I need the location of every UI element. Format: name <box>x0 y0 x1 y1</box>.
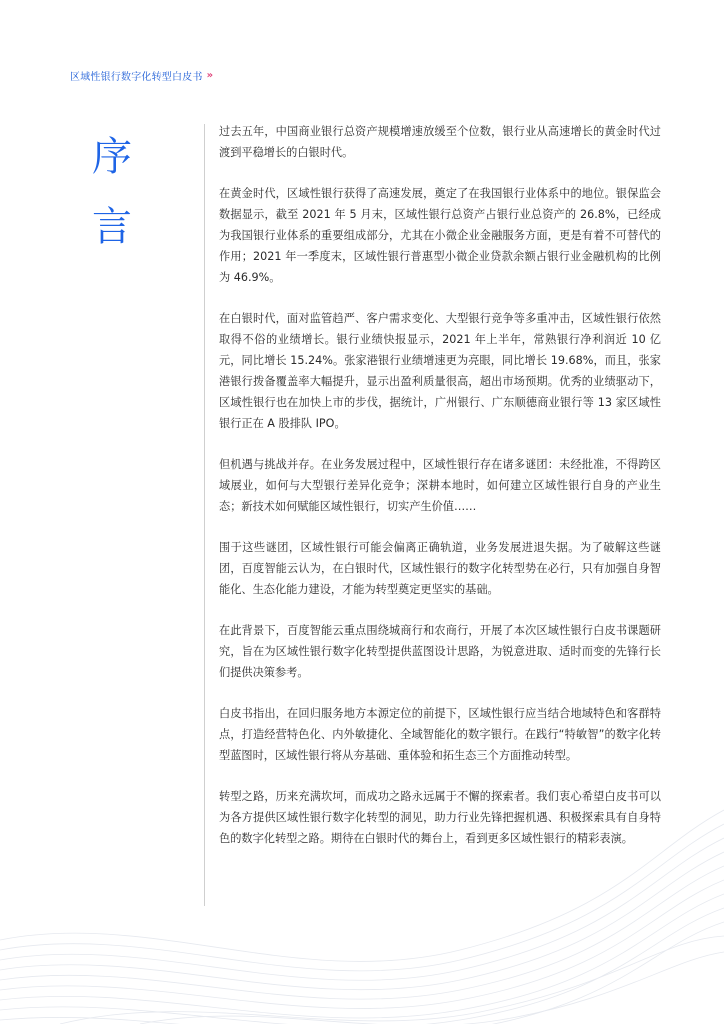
preface-body <box>219 121 661 869</box>
paragraph: 在黄金时代，区域性银行获得了高速发展，奠定了在我国银行业体系中的地位。银保监会数据显示，截至 2021 年 5 月末，区域性银行总资产占银行业总资产的 26.8%，已经成为我国银行业体系的重要组成部分，尤其在小微企业金融服务方面，更是有着不可替代的作用；2021 年一季度末，区域性银行普惠型小微企业贷款余额占银行业金融机构的比例为 46.9%。 <box>219 187 661 284</box>
decorative-wave-lines <box>0 790 724 1024</box>
section-title <box>92 122 136 262</box>
paragraph: 在此背景下，百度智能云重点围绕城商行和农商行，开展了本次区域性银行白皮书课题研究，旨在为区域性银行数字化转型提供蓝图设计思路，为锐意进取、适时而变的先锋行长们提供决策参考。 <box>219 624 661 679</box>
paragraph: 转型之路，历来充满坎坷，而成功之路永远属于不懈的探索者。我们衷心希望白皮书可以为各方提供区域性银行数字化转型的洞见，助力行业先锋把握机遇、积极探索具有自身特色的数字化转型之路。期待在白银时代的舞台上，看到更多区域性银行的精彩表演。 <box>219 790 661 845</box>
breadcrumb-title: 区域性银行数字化转型白皮书 <box>70 72 203 83</box>
title-char-1: 序 <box>92 134 132 180</box>
paragraph: 白皮书指出，在回归服务地方本源定位的前提下，区域性银行应当结合地域特色和客群特点，打造经营特色化、内外敏捷化、全域智能化的数字银行。在践行“特敏智”的数字化转型蓝图时，区域性银行将从夯基础、重体验和拓生态三个方面推动转型。 <box>219 707 661 762</box>
paragraph: 在白银时代，面对监管趋严、客户需求变化、大型银行竞争等多重冲击，区域性银行依然取得不俗的业绩增长。银行业绩快报显示，2021 年上半年，常熟银行净利润近 10 亿元，同比增长 15.24%。张家港银行业绩增速更为亮眼，同比增长 19.68%，而且，张家港银行拨备覆盖率大幅提升，显示出盈利质量很高，超出市场预期。优秀的业绩驱动下，区域性银行也在加快上市的步伐，据统计，广州银行、广东顺德商业银行等 13 家区域性银行正在 A 股排队 IPO。 <box>219 312 661 430</box>
paragraph: 但机遇与挑战并存。在业务发展过程中，区域性银行存在诸多谜团：未经批准，不得跨区域展业，如何与大型银行差异化竞争；深耕本地时，如何建立区域性银行自身的产业生态；新技术如何赋能区域性银行，切实产生价值…… <box>219 458 661 513</box>
vertical-divider <box>204 124 205 906</box>
paragraph: 过去五年，中国商业银行总资产规模增速放缓至个位数，银行业从高速增长的黄金时代过渡到平稳增长的白银时代。 <box>219 125 661 159</box>
paragraph: 围于这些谜团，区域性银行可能会偏离正确轨道，业务发展进退失据。为了破解这些谜团，百度智能云认为，在白银时代，区域性银行的数字化转型势在必行，只有加强自身智能化、生态化能力建设，才能为转型奠定更坚实的基础。 <box>219 541 661 596</box>
running-header <box>70 68 211 83</box>
double-chevron-icon: » <box>206 70 212 81</box>
title-char-2: 言 <box>92 204 132 250</box>
